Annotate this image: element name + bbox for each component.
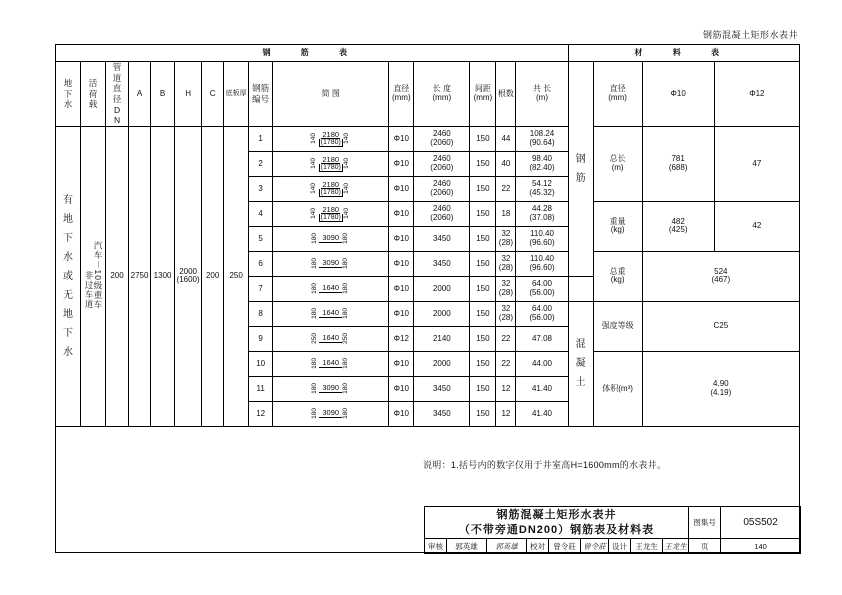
bar-sketch: 140 2180 (1780) 140 [273, 176, 389, 201]
atlas-number: 05S502 [721, 507, 801, 539]
bar-length: 2460 (2060) [414, 126, 470, 151]
material-diameter-name: 直径 [609, 84, 626, 94]
bar-diameter: Φ10 [389, 151, 414, 176]
designer-signature: 王龙生 [663, 539, 689, 554]
bar-number: 11 [249, 376, 273, 401]
bar-number: 3 [249, 176, 273, 201]
bar-count: 44 [496, 126, 516, 151]
load-value-line1: 非过车道 [84, 271, 95, 310]
bar-sketch: 180 1640 180 [273, 301, 389, 326]
bar-count: 12 [496, 376, 516, 401]
header-diameter-label: 直径 [393, 84, 410, 94]
bar-sketch: 180 3090 180 [273, 226, 389, 251]
bar-count: 32 (28) [496, 276, 516, 301]
drawing-title-line2: （不带旁通DN200）钢筋表及材料表 [458, 523, 655, 536]
bar-total-length: 44.00 [516, 351, 568, 376]
material-total-weight-value: 524 (467) [642, 251, 799, 301]
b-value: 1300 [151, 126, 175, 426]
bar-number: 10 [249, 351, 273, 376]
bar-total-length: 41.40 [516, 376, 568, 401]
header-underground: 地下水 [56, 62, 81, 127]
header-bar-number: 钢筋编号 [249, 62, 273, 127]
design-label: 设计 [609, 539, 631, 554]
bar-total-length: 54.12 (45.32) [516, 176, 568, 201]
bar-length: 3450 [414, 226, 470, 251]
bar-diameter: Φ10 [389, 251, 414, 276]
material-volume-value: 4.90 (4.19) [642, 351, 799, 426]
bar-number: 9 [249, 326, 273, 351]
header-sketch: 简 图 [273, 62, 389, 127]
material-diameter-label [593, 62, 642, 127]
checker-signature: 曾令莊 [581, 539, 609, 554]
header-total-label: 共 长 [532, 84, 552, 94]
header-spacing [470, 62, 496, 127]
material-weight-phi12: 42 [714, 201, 799, 251]
header-a: A [129, 62, 151, 127]
material-strength-label: 强度等级 [593, 301, 642, 351]
header-total-unit: (m) [535, 92, 548, 102]
bar-sketch: 250 1640 250 [273, 326, 389, 351]
material-rebar-label: 钢筋 [568, 62, 593, 277]
bar-diameter: Φ10 [389, 126, 414, 151]
bar-length: 2460 (2060) [414, 151, 470, 176]
bar-length: 3450 [414, 376, 470, 401]
reviewer-signature: 郭英雄 [487, 539, 527, 554]
bar-total-length: 108.24 (90.64) [516, 126, 568, 151]
bar-diameter: Φ10 [389, 376, 414, 401]
bar-spacing: 150 [470, 276, 496, 301]
header-b: B [151, 62, 175, 127]
bar-diameter: Φ10 [389, 276, 414, 301]
header-total [516, 62, 568, 127]
load-value [81, 126, 106, 426]
underground-value: 有地下水或无地下水 [56, 126, 81, 426]
rebar-and-material-table [55, 44, 800, 427]
drawing-title [425, 507, 689, 539]
bar-count: 22 [496, 351, 516, 376]
bar-count: 32 (28) [496, 251, 516, 276]
header-h: H [175, 62, 202, 127]
bar-number: 5 [249, 226, 273, 251]
material-total-length-label: 总长 (m) [593, 126, 642, 201]
bar-diameter: Φ10 [389, 201, 414, 226]
header-load: 活荷载 [81, 62, 106, 127]
drawing-title-line1: 钢筋混凝土矩形水表井 [496, 508, 617, 521]
bar-length: 2000 [414, 301, 470, 326]
bar-total-length: 41.40 [516, 401, 568, 426]
bar-count: 22 [496, 326, 516, 351]
material-strength-value: C25 [642, 301, 799, 351]
bar-number: 12 [249, 401, 273, 426]
bar-spacing: 150 [470, 226, 496, 251]
bar-spacing: 150 [470, 401, 496, 426]
bar-spacing: 150 [470, 126, 496, 151]
review-label: 审核 [425, 539, 447, 554]
bar-count: 40 [496, 151, 516, 176]
header-c: C [202, 62, 224, 127]
bar-number: 6 [249, 251, 273, 276]
bar-number: 8 [249, 301, 273, 326]
designer-name: 王龙生 [631, 539, 663, 554]
header-floor-thickness: 底板厚 [224, 62, 249, 127]
material-total-length-phi12: 47 [714, 126, 799, 201]
bar-length: 2000 [414, 276, 470, 301]
note-text: 说明：1.括号内的数字仅用于井室高H=1600mm的水表井。 [423, 460, 667, 470]
page-label: 页 [689, 539, 721, 554]
bar-number: 4 [249, 201, 273, 226]
bar-sketch: 180 1640 180 [273, 351, 389, 376]
bar-total-length: 98.40 (82.40) [516, 151, 568, 176]
c-value: 200 [202, 126, 224, 426]
bar-length: 2460 (2060) [414, 176, 470, 201]
bar-count: 12 [496, 401, 516, 426]
bar-spacing: 150 [470, 251, 496, 276]
bar-spacing: 150 [470, 351, 496, 376]
bar-count: 22 [496, 176, 516, 201]
bar-length: 2140 [414, 326, 470, 351]
title-block [424, 506, 801, 554]
header-spacing-unit: (mm) [473, 92, 493, 102]
floor-thickness-value: 250 [224, 126, 249, 426]
header-pipe-diameter: 管道直径DN [106, 62, 129, 127]
material-concrete-label: 混凝土 [568, 301, 593, 426]
rebar-table-title: 钢 筋 表 [56, 45, 569, 62]
bar-diameter: Φ10 [389, 401, 414, 426]
material-weight-label: 重量 (kg) [593, 201, 642, 251]
bar-diameter: Φ10 [389, 176, 414, 201]
bar-diameter: Φ10 [389, 351, 414, 376]
bar-total-length: 110.40 (96.60) [516, 251, 568, 276]
bar-spacing: 150 [470, 326, 496, 351]
bar-count: 32 (28) [496, 301, 516, 326]
header-length [414, 62, 470, 127]
bar-sketch: 180 3090 180 [273, 401, 389, 426]
bar-total-length: 47.08 [516, 326, 568, 351]
page-number: 140 [721, 539, 801, 554]
pipe-diameter-value: 200 [106, 126, 129, 426]
bar-sketch: 180 1640 180 [273, 276, 389, 301]
material-table-title: 材 料 表 [568, 45, 799, 62]
bar-spacing: 150 [470, 201, 496, 226]
bar-diameter: Φ10 [389, 226, 414, 251]
header-diameter [389, 62, 414, 127]
material-phi12-header: Φ12 [714, 62, 799, 127]
bar-spacing: 150 [470, 301, 496, 326]
bar-spacing: 150 [470, 376, 496, 401]
bar-sketch: 140 2180 (1780) 140 [273, 151, 389, 176]
bar-total-length: 110.40 (96.60) [516, 226, 568, 251]
bar-length: 3450 [414, 251, 470, 276]
bar-total-length: 64.00 (56.00) [516, 301, 568, 326]
bar-length: 3450 [414, 401, 470, 426]
bar-sketch: 140 2180 (1780) 140 [273, 126, 389, 151]
h-value-alt: (1600) [176, 275, 200, 285]
bar-count: 32 (28) [496, 226, 516, 251]
drawing-header-label: 钢筋混凝土矩形水表井 [702, 30, 798, 40]
header-length-label: 长 度 [432, 84, 451, 94]
bar-diameter: Φ10 [389, 301, 414, 326]
atlas-label: 图集号 [689, 507, 721, 539]
bar-length: 2000 [414, 351, 470, 376]
material-diameter-unit: (mm) [608, 92, 627, 102]
bar-diameter: Φ12 [389, 326, 414, 351]
bar-count: 18 [496, 201, 516, 226]
material-phi10-header: Φ10 [642, 62, 714, 127]
bar-sketch: 180 3090 180 [273, 376, 389, 401]
bar-number: 2 [249, 151, 273, 176]
header-spacing-label: 间距 [474, 84, 491, 94]
h-value [175, 126, 202, 426]
material-total-length-phi10: 781 (688) [642, 126, 714, 201]
header-diameter-unit: (mm) [391, 92, 411, 102]
header-count: 根数 [496, 62, 516, 127]
bar-spacing: 150 [470, 176, 496, 201]
load-value-line2: 汽车－10级重车 [92, 240, 103, 310]
bar-number: 1 [249, 126, 273, 151]
a-value: 2750 [129, 126, 151, 426]
bar-sketch: 140 2180 (1780) 140 [273, 201, 389, 226]
checker-name: 曾令莊 [549, 539, 581, 554]
bar-total-length: 64.00 (56.00) [516, 276, 568, 301]
check-label: 校对 [527, 539, 549, 554]
bar-length: 2460 (2060) [414, 201, 470, 226]
table-row [56, 126, 800, 151]
bar-total-length: 44.28 (37.08) [516, 201, 568, 226]
reviewer-name: 郭英雄 [447, 539, 487, 554]
material-weight-phi10: 482 (425) [642, 201, 714, 251]
h-value-main: 2000 [179, 266, 197, 276]
bar-number: 7 [249, 276, 273, 301]
material-volume-label: 体积(m³) [593, 351, 642, 426]
bar-spacing: 150 [470, 151, 496, 176]
material-total-weight-label: 总重 (kg) [593, 251, 642, 301]
bar-sketch: 180 3090 180 [273, 251, 389, 276]
header-length-unit: (mm) [432, 92, 452, 102]
